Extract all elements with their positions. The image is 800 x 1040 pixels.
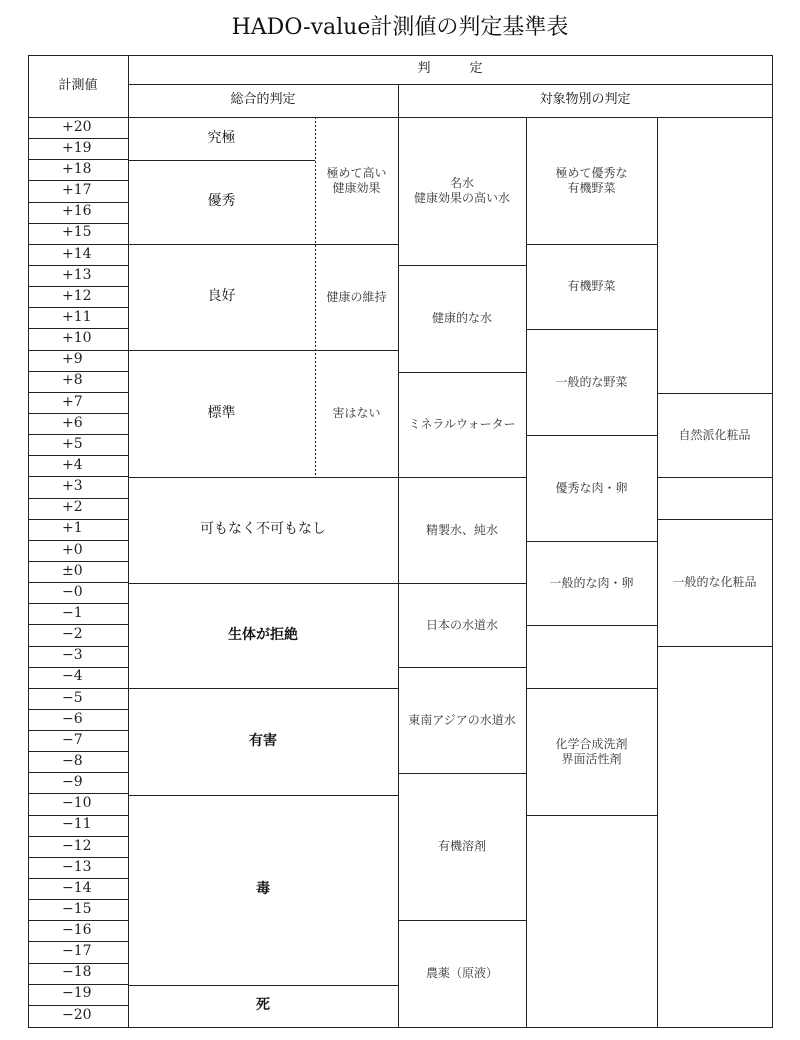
food-excellent-meat: 優秀な肉・卵	[555, 480, 628, 495]
cosmetics-general: 一般的な化粧品	[672, 575, 757, 589]
value-cell: −17	[62, 943, 92, 960]
value-cell: +0	[62, 541, 83, 558]
overall-death: 死	[256, 997, 270, 1014]
food-general-veg: 一般的な野菜	[555, 374, 628, 389]
water-solvent: 有機溶剤	[437, 839, 486, 853]
overall-harmful: 有害	[249, 732, 277, 749]
value-cell: +12	[62, 287, 92, 304]
food-detergent: 化学合成洗剤 界面活性剤	[555, 736, 628, 766]
value-cell: −13	[62, 858, 92, 875]
value-cell: +14	[62, 245, 92, 262]
value-cell: −19	[62, 985, 92, 1002]
water-japan-tap: 日本の水道水	[425, 617, 498, 632]
water-sea-tap: 東南アジアの水道水	[408, 712, 516, 727]
value-cell: −4	[62, 668, 83, 685]
overall-poison: 毒	[256, 881, 270, 898]
value-cell: +9	[62, 351, 83, 368]
overall-standard: 標準	[207, 404, 236, 421]
effect-very-high: 極めて高い 健康効果	[326, 165, 387, 195]
value-cell: +17	[62, 182, 92, 199]
effect-maintain: 健康の維持	[326, 289, 387, 304]
value-cell: +19	[62, 139, 92, 156]
value-cell: +6	[62, 414, 83, 431]
value-cell: +18	[62, 161, 92, 178]
value-cell: −11	[62, 816, 92, 833]
value-cell: +4	[62, 456, 83, 473]
value-cell: +3	[62, 478, 83, 495]
food-excellent-organic: 極めて優秀な 有機野菜	[555, 165, 628, 195]
value-cell: −1	[62, 604, 83, 621]
value-cell: ±0	[62, 562, 83, 579]
value-cell: −0	[62, 583, 83, 600]
value-cell: −2	[62, 626, 83, 643]
value-cell: −14	[62, 879, 92, 896]
value-cell: +10	[62, 330, 92, 347]
header-by-object: 対象物別の判定	[539, 92, 631, 108]
value-cell: −15	[62, 900, 92, 917]
value-cell: −18	[62, 964, 92, 981]
value-cell: +5	[62, 435, 83, 452]
overall-rejected: 生体が拒絶	[228, 626, 298, 643]
value-cell: −5	[62, 689, 83, 706]
header-overall: 総合的判定	[230, 92, 296, 108]
value-cell: −20	[62, 1006, 92, 1023]
cosmetics-natural: 自然派化粧品	[678, 427, 751, 442]
value-cell: +1	[62, 520, 83, 537]
overall-good: 良好	[207, 288, 236, 305]
water-purified: 精製水、純水	[425, 522, 498, 537]
value-cell: +16	[62, 203, 92, 220]
value-cell: +2	[62, 499, 83, 516]
page-title: HADO-value計測値の判定基準表	[231, 15, 569, 40]
food-general-meat: 一般的な肉・卵	[549, 575, 634, 590]
value-cell: +8	[62, 372, 83, 389]
water-healthy: 健康的な水	[431, 311, 492, 325]
overall-ultimate: 究極	[207, 129, 236, 146]
value-cell: +11	[62, 309, 92, 326]
food-organic: 有機野菜	[567, 279, 616, 293]
water-pesticide: 農薬（原液）	[425, 966, 498, 980]
value-cell: −10	[62, 795, 92, 812]
value-cell: +7	[62, 393, 83, 410]
overall-excellent: 優秀	[207, 193, 236, 210]
header-value: 計測値	[58, 77, 98, 93]
overall-neutral: 可もなく不可もなし	[200, 521, 326, 538]
value-cell: −9	[62, 774, 83, 791]
water-mineral: ミネラルウォーター	[408, 417, 516, 431]
value-cell: −6	[62, 710, 83, 727]
value-cell: −8	[62, 752, 83, 769]
header-judgment: 判 定	[417, 61, 483, 77]
value-cell: +20	[62, 118, 92, 135]
value-cell: −12	[62, 837, 92, 854]
value-cell: +13	[62, 266, 92, 283]
value-cell: −3	[62, 647, 83, 664]
water-famous: 名水 健康効果の高い水	[413, 176, 510, 205]
value-cell: −7	[62, 731, 83, 748]
value-cell: +15	[62, 224, 92, 241]
value-cell: −16	[62, 922, 92, 939]
effect-harmless: 害はない	[332, 406, 381, 420]
